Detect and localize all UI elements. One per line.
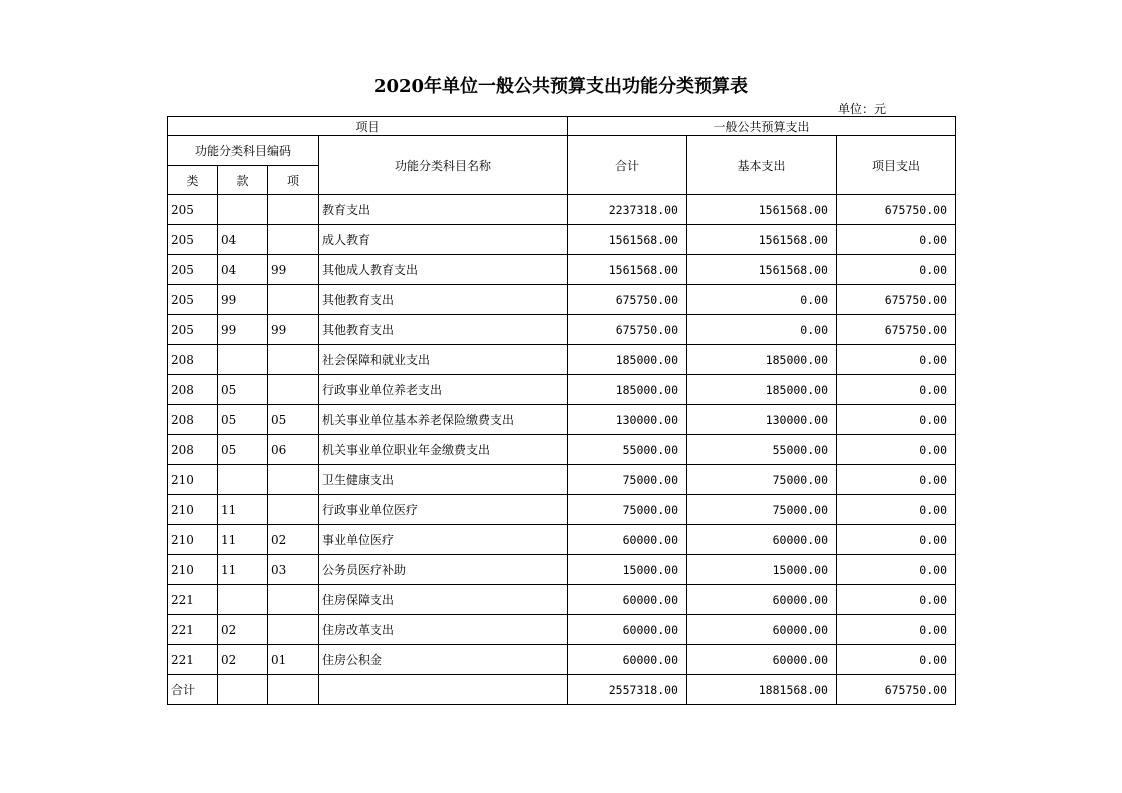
cell-xiang [268,345,319,375]
cell-lei: 205 [168,285,218,315]
cell-basic: 1561568.00 [687,255,837,285]
cell-project: 0.00 [837,225,956,255]
cell-kuan [218,465,268,495]
cell-lei: 208 [168,345,218,375]
cell-kuan: 02 [218,615,268,645]
header-total: 合计 [568,136,687,195]
cell-kuan: 04 [218,225,268,255]
cell-xiang: 99 [268,255,319,285]
cell-project: 0.00 [837,435,956,465]
cell-basic: 75000.00 [687,465,837,495]
cell-basic: 185000.00 [687,345,837,375]
header-xiang: 项 [268,166,319,195]
cell-kuan: 04 [218,255,268,285]
cell-lei: 210 [168,525,218,555]
cell-total: 1561568.00 [568,225,687,255]
cell-project: 0.00 [837,465,956,495]
cell-kuan: 99 [218,285,268,315]
table-row [168,225,956,255]
cell-kuan [218,195,268,225]
cell-name: 成人教育 [319,225,568,255]
cell-lei: 221 [168,615,218,645]
cell-name: 住房公积金 [319,645,568,675]
cell-project: 675750.00 [837,315,956,345]
cell-name: 事业单位医疗 [319,525,568,555]
cell-project: 0.00 [837,405,956,435]
table-row [168,195,956,225]
cell-basic: 60000.00 [687,525,837,555]
header-project: 项目支出 [837,136,956,195]
budget-table [167,116,956,705]
cell-kuan [218,345,268,375]
cell-lei: 208 [168,435,218,465]
cell-basic: 55000.00 [687,435,837,465]
header-row-1 [168,117,956,136]
cell-total: 60000.00 [568,525,687,555]
table-row [168,435,956,465]
cell-project: 0.00 [837,495,956,525]
cell-basic: 1561568.00 [687,195,837,225]
table-row [168,405,956,435]
cell-kuan: 05 [218,375,268,405]
cell-name: 其他成人教育支出 [319,255,568,285]
cell-xiang [268,285,319,315]
cell-lei: 205 [168,315,218,345]
table-row [168,285,956,315]
header-lei: 类 [168,166,218,195]
cell-lei: 210 [168,495,218,525]
cell-lei: 205 [168,195,218,225]
cell-total: 1561568.00 [568,255,687,285]
cell-kuan: 11 [218,555,268,585]
cell-lei: 221 [168,585,218,615]
cell-total: 15000.00 [568,555,687,585]
cell-basic: 75000.00 [687,495,837,525]
cell-basic: 0.00 [687,285,837,315]
cell-total: 185000.00 [568,375,687,405]
table-row [168,465,956,495]
total-basic: 1881568.00 [687,675,837,705]
cell-name: 住房保障支出 [319,585,568,615]
cell-basic: 60000.00 [687,615,837,645]
cell-kuan: 02 [218,645,268,675]
cell-lei: 210 [168,465,218,495]
cell-basic: 60000.00 [687,645,837,675]
cell-basic: 130000.00 [687,405,837,435]
cell-basic: 15000.00 [687,555,837,585]
cell-name: 行政事业单位医疗 [319,495,568,525]
cell-kuan: 05 [218,435,268,465]
table-row [168,585,956,615]
table-row [168,375,956,405]
cell-kuan: 99 [218,315,268,345]
cell-total: 185000.00 [568,345,687,375]
cell-name: 行政事业单位养老支出 [319,375,568,405]
cell-total: 60000.00 [568,585,687,615]
table-row [168,645,956,675]
table-row [168,525,956,555]
cell-total: 60000.00 [568,645,687,675]
header-gp-expense: 一般公共预算支出 [568,117,956,136]
total-empty-name [319,675,568,705]
cell-total: 60000.00 [568,615,687,645]
cell-xiang: 01 [268,645,319,675]
cell-lei: 205 [168,225,218,255]
cell-total: 130000.00 [568,405,687,435]
cell-xiang [268,225,319,255]
total-project: 675750.00 [837,675,956,705]
cell-total: 2237318.00 [568,195,687,225]
cell-project: 0.00 [837,375,956,405]
cell-project: 0.00 [837,585,956,615]
unit-label: 单位：元 [838,102,887,116]
cell-name: 教育支出 [319,195,568,225]
cell-project: 675750.00 [837,285,956,315]
cell-total: 75000.00 [568,465,687,495]
total-sum: 2557318.00 [568,675,687,705]
cell-name: 其他教育支出 [319,285,568,315]
cell-total: 75000.00 [568,495,687,525]
cell-project: 0.00 [837,555,956,585]
cell-xiang: 02 [268,525,319,555]
cell-project: 0.00 [837,345,956,375]
cell-kuan: 11 [218,525,268,555]
cell-lei: 208 [168,405,218,435]
cell-project: 0.00 [837,525,956,555]
cell-total: 675750.00 [568,315,687,345]
cell-basic: 1561568.00 [687,225,837,255]
cell-kuan: 05 [218,405,268,435]
header-kuan: 款 [218,166,268,195]
cell-project: 0.00 [837,255,956,285]
cell-name: 卫生健康支出 [319,465,568,495]
table-row [168,345,956,375]
cell-xiang: 03 [268,555,319,585]
cell-name: 社会保障和就业支出 [319,345,568,375]
cell-xiang: 06 [268,435,319,465]
cell-xiang [268,585,319,615]
cell-lei: 221 [168,645,218,675]
total-row [168,675,956,705]
header-row-2 [168,136,956,166]
table-row [168,555,956,585]
cell-name: 其他教育支出 [319,315,568,345]
page-title: 2020年单位一般公共预算支出功能分类预算表 [373,76,749,97]
cell-kuan: 11 [218,495,268,525]
cell-xiang [268,195,319,225]
cell-lei: 205 [168,255,218,285]
cell-xiang [268,465,319,495]
total-label: 合计 [168,675,218,705]
cell-project: 675750.00 [837,195,956,225]
cell-basic: 60000.00 [687,585,837,615]
cell-project: 0.00 [837,645,956,675]
cell-xiang: 05 [268,405,319,435]
cell-lei: 210 [168,555,218,585]
cell-name: 机关事业单位职业年金缴费支出 [319,435,568,465]
cell-xiang: 99 [268,315,319,345]
cell-name: 公务员医疗补助 [319,555,568,585]
total-empty-kuan [218,675,268,705]
cell-total: 55000.00 [568,435,687,465]
cell-xiang [268,375,319,405]
cell-kuan [218,585,268,615]
cell-basic: 185000.00 [687,375,837,405]
header-basic: 基本支出 [687,136,837,195]
total-empty-xiang [268,675,319,705]
header-name: 功能分类科目名称 [319,136,568,195]
table-row [168,615,956,645]
cell-project: 0.00 [837,615,956,645]
cell-xiang [268,495,319,525]
table-row [168,495,956,525]
cell-total: 675750.00 [568,285,687,315]
header-code-group: 功能分类科目编码 [168,136,319,166]
cell-basic: 0.00 [687,315,837,345]
cell-lei: 208 [168,375,218,405]
cell-name: 机关事业单位基本养老保险缴费支出 [319,405,568,435]
cell-xiang [268,615,319,645]
cell-name: 住房改革支出 [319,615,568,645]
table-row [168,255,956,285]
header-item: 项目 [168,117,568,136]
table-row [168,315,956,345]
